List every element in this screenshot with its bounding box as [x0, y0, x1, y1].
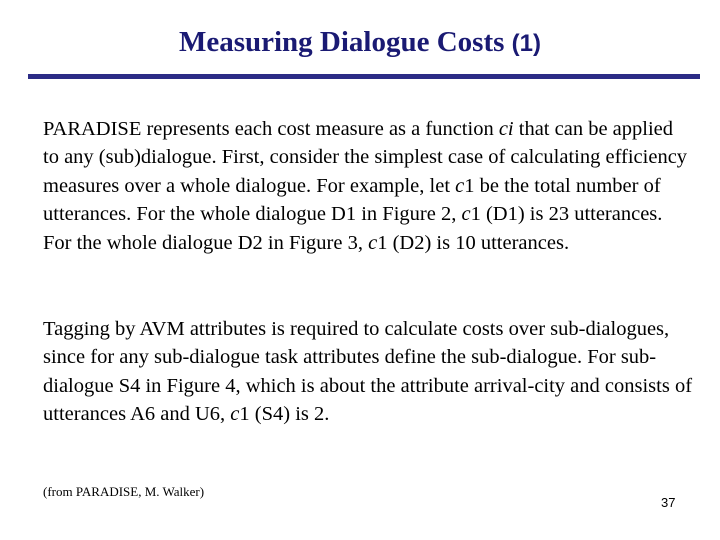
ci-symbol: ci: [498, 118, 514, 140]
slide-title-number: (1): [511, 30, 542, 57]
slide-title-text: Measuring Dialogue Costs: [178, 26, 505, 58]
c1-symbol: c: [455, 174, 465, 197]
c1-symbol: c: [368, 231, 378, 254]
paragraph-cost-function: [43, 115, 693, 257]
paragraph-avm-tagging: [43, 315, 693, 429]
paragraph1-text-5: 1 (D2) is 10 utterances.: [377, 231, 570, 254]
source-citation: (from PARADISE, M. Walker): [43, 484, 205, 499]
c1-symbol: c: [230, 403, 240, 426]
slide-title: [0, 22, 720, 64]
title-underline-rule: [28, 74, 700, 79]
paragraph2-text-2: 1 (S4) is 2.: [239, 403, 330, 426]
paragraph1-text-2: that can be applied to any (sub)dialogue. First, consider the simplest case of calculating efficiency measures over a whole dialogue. For example, let: [43, 118, 688, 197]
paragraph2-text-1: Tagging by AVM attributes is required to calculate costs over sub-dialogues, since for any sub-dialogue task attributes define the sub-dialogue. For sub-dialogue S4 in Figure 4, which is about the attribute arrival-city and consists of utterances A6 and U6,: [43, 318, 693, 426]
c1-symbol: c: [461, 203, 471, 226]
page-number: 37: [661, 495, 676, 510]
paragraph1-text-3: 1 be the total number of utterances. For the whole dialogue D1 in Figure 2,: [43, 174, 661, 226]
paragraph1-text-4: 1 (D1) is 23 utterances. For the whole dialogue D2 in Figure 3,: [43, 203, 663, 254]
paragraph1-text-1: PARADISE represents each cost measure as a function: [43, 118, 499, 140]
